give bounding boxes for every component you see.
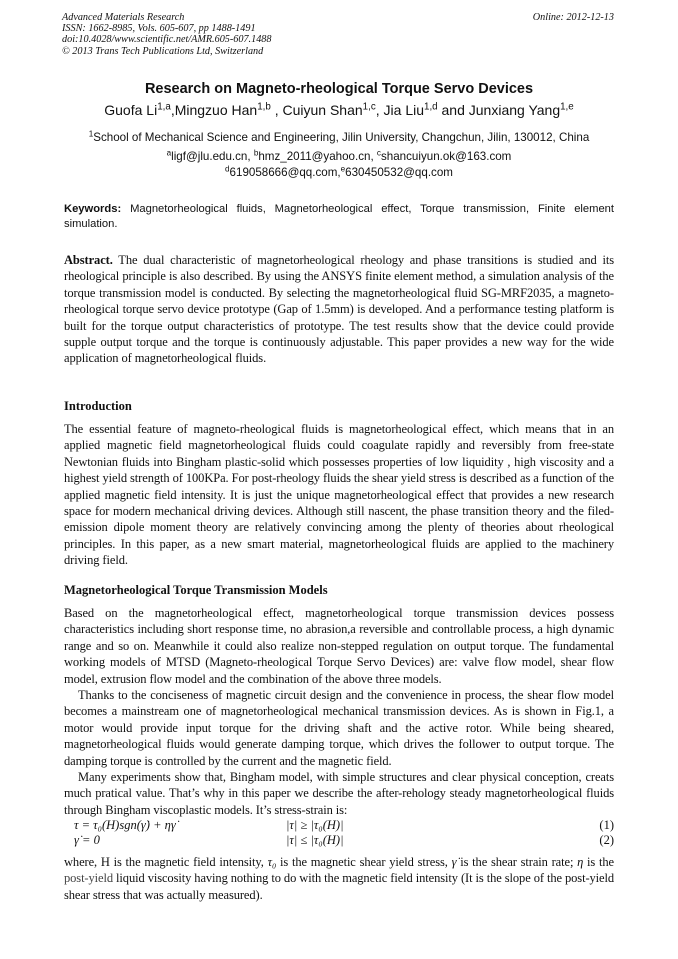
email-sup: c — [376, 148, 381, 158]
abstract — [64, 252, 614, 367]
online-date: Online: 2012-12-13 — [532, 12, 614, 23]
author-sup: 1,b — [257, 101, 271, 113]
email-sep: , — [247, 150, 254, 163]
author-sep: , — [170, 102, 175, 118]
author-sup: 1,d — [424, 101, 438, 113]
author-sup: 1,e — [560, 101, 574, 113]
text-run: is the shear strain rate; — [456, 855, 578, 869]
email-sup: e — [340, 164, 346, 174]
models-section — [64, 605, 614, 818]
author-sup: 1,c — [362, 101, 376, 113]
email-address[interactable]: ligf@jlu.edu.cn — [171, 150, 248, 163]
keywords-text: Magnetorheological fluids, Magnetorheological effect, Torque transmission, Finite element simulation. — [64, 203, 614, 230]
email-sep: , — [337, 166, 341, 179]
email-sup: b — [253, 148, 259, 158]
paper-title: Research on Magneto-rheological Torque Servo Devices — [144, 81, 534, 97]
equation-1 — [64, 817, 614, 833]
author-name: Jia Liu — [383, 102, 424, 118]
journal-name: Advanced Materials Research — [62, 12, 185, 23]
journal-header — [62, 12, 614, 57]
section-heading-introduction: Introduction — [64, 399, 132, 413]
email-list — [0, 149, 678, 181]
email-address[interactable]: hmz_2011@yahoo.cn — [258, 150, 371, 163]
author-list — [0, 100, 678, 120]
affiliation-text: School of Mechanical Science and Engineering, Jilin University, Changchun, Jilin, 130012, China — [93, 131, 590, 144]
email-address[interactable]: 630450532@qq.com — [345, 166, 453, 179]
models-paragraph: Many experiments show that, Bingham model, with simple structures and clear physical conception, creats much pratical value. That’s why in this paper we describe the after-rehology steady magnetorheological fluids through Bingham viscoplastic models. It’s stress-strain is: — [64, 770, 614, 817]
email-sup: d — [225, 164, 230, 174]
author-name: Mingzuo Han — [174, 102, 258, 118]
author-name: Guofa Li — [104, 102, 158, 118]
author-sup: 1,a — [157, 101, 171, 113]
doi-line: doi:10.4028/www.scientific.net/AMR.605-607.1488 — [62, 34, 272, 46]
equation-number: (1) — [599, 818, 614, 832]
symbol-tau0: τ₀ — [267, 855, 277, 869]
models-paragraph: Based on the magnetorheological effect, magnetorheological torque transmission devices possess characteristics including short response time, no abrasion,a reversible and controllable process, a high dynamic range and so on. Meanwhile it could also realize non-stepped regulation on output torque. The fundamental working models of MTSD (Magneto-rheological Torque Servo Devices) are: valve flow model, shear flow model, extrusion flow model and the combination of the above three models. — [64, 606, 614, 686]
abstract-text: The dual characteristic of magnetorheological rheology and phase transitions is studied and its rheological principle is also described. By using the ANSYS finite element method, a simulation analysis of the torque transmission model is conducted. By selecting the magnetorheological fluid SG-MRF2035, a magneto-rheological torque servo device prototype (Gap of 1.5mm) is developed. And a performance testing platform is built for the torque output characteristics of prototype. The test results show that the device could provide supple output torque and the torque is continuously adjustable. This paper provides a new way for the wide application of magnetorheological fluids. — [64, 253, 614, 366]
equation-condition: |τ| ≥ |τ₀(H)| — [286, 818, 344, 832]
post-yield-term: post-yield — [64, 871, 113, 886]
author-name: Cuiyun Shan — [282, 102, 363, 118]
keywords-label: Keywords: — [64, 203, 122, 215]
email-sep: , — [370, 150, 377, 163]
text-run: liquid viscosity having nothing to do with the magnetic field intensity (It is the slope of the post-yield shear stress that was actually measured). — [64, 871, 614, 902]
author-sep: and — [437, 102, 469, 118]
equation-2 — [64, 832, 614, 848]
issn-line: ISSN: 1662-8985, Vols. 605-607, pp 1488-1491 — [62, 23, 256, 35]
equation-explanation — [64, 854, 614, 903]
author-sep: , — [270, 102, 283, 118]
equation-lhs: τ = τ₀(H)sgn(γ̇) + ηγ̇ — [74, 818, 176, 832]
equation-lhs: γ̇ = 0 — [74, 833, 100, 847]
keywords — [64, 202, 614, 232]
equation-condition: |τ| ≤ |τ₀(H)| — [286, 833, 344, 847]
symbol-gamma-dot: γ̇ — [451, 855, 457, 869]
introduction-paragraph: The essential feature of magneto-rheological fluids is magnetorheological effect, which means that in an applied magnetic field magnetorheological fluids could coagulate rapidly and reversibly from free-state Newtonian fluids into Bingham plastic-solid which possesses properties of low liquidity , high viscosity and a highest yield strength of 100KPa. For post-rheology fluids the shear yield stress is described as a function of the applied magnetic field intensity. It is just the unique magnetorheological effect that provides a new research space for modern mechanical driving devices. Although still nascent, the phase transition theory and the filed-emission dipole moment theory are relatively convincing among the plenty of theories about rheological principles. In this paper, as a new smart material, magnetorheological fluids are applied to the machinery driving field. — [64, 422, 614, 568]
models-paragraph: Thanks to the conciseness of magnetic circuit design and the convenience in process, the shear flow model becomes a mainstream one of magnetorheological mechanical transmission devices. As is shown in Fig.1, a motor would provide input torque for the driving shaft and the active rotor. While being sheared, magnetorheological fluids would generate damping torque, which drives the follower to output torque. The damping torque is controlled by the current and the magnetic field. — [64, 688, 614, 768]
affiliation-sup: 1 — [88, 129, 94, 139]
affiliation — [0, 130, 678, 146]
author-sep: , — [375, 102, 384, 118]
equation-number: (2) — [599, 833, 614, 847]
text-run: is the — [583, 855, 614, 869]
text-run: is the magnetic shear yield stress, — [276, 855, 452, 869]
email-address[interactable]: 619058666@qq.com — [229, 166, 338, 179]
section-heading-models: Magnetorheological Torque Transmission Models — [64, 583, 328, 597]
abstract-label: Abstract. — [64, 253, 113, 267]
email-sup: a — [166, 148, 172, 158]
text-run: where, H is the magnetic field intensity, — [64, 855, 268, 869]
author-name: Junxiang Yang — [468, 102, 561, 118]
symbol-eta: η — [577, 855, 584, 869]
copyright-line: © 2013 Trans Tech Publications Ltd, Switzerland — [62, 45, 264, 57]
email-address[interactable]: shancuiyun.ok@163.com — [380, 150, 512, 163]
